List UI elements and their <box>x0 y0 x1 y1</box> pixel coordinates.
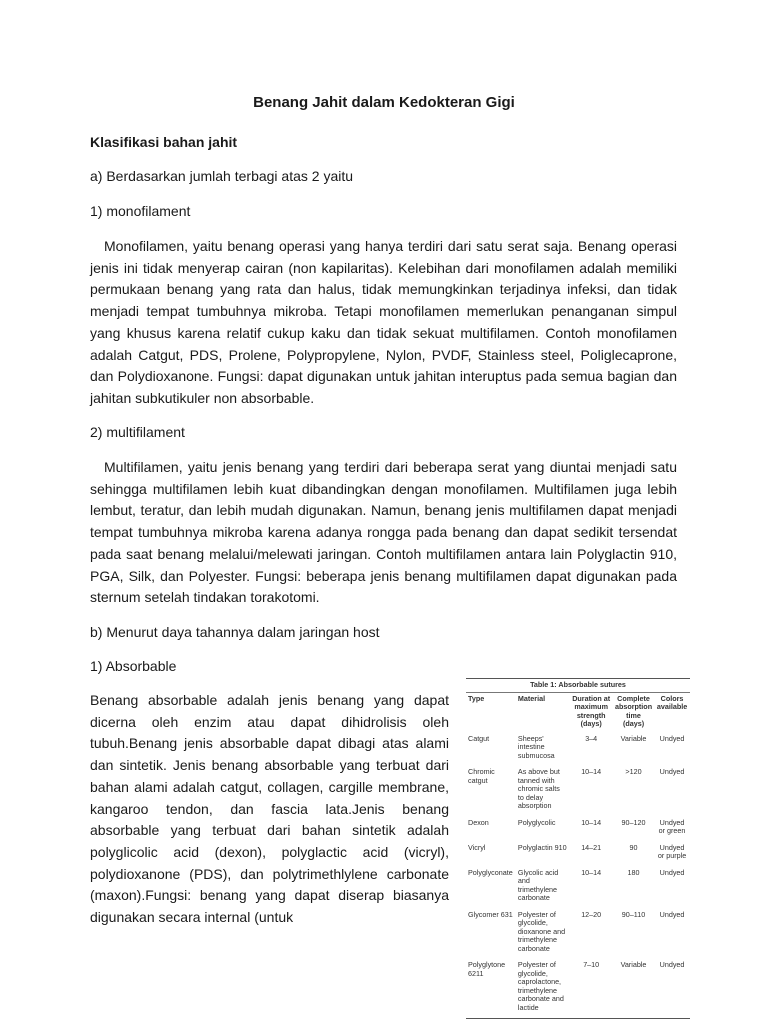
header-duration: Duration at maximum strength (days) <box>572 693 611 728</box>
cell-colors: Undyed <box>659 960 685 969</box>
table-row <box>466 766 690 817</box>
table-row <box>466 733 690 767</box>
cell-material: Glycolic acid and trimethylene carbonate <box>517 867 559 902</box>
cell-type: Polyglytone 6211 <box>468 960 506 978</box>
cell-type: Vicryl <box>468 842 486 852</box>
table-header-row <box>466 693 690 733</box>
cell-type: Polyglyconate <box>468 867 513 877</box>
table-row <box>466 842 690 867</box>
cell-colors: Undyed or purple <box>657 842 687 860</box>
cell-duration: 14–21 <box>581 842 602 852</box>
absorbable-sutures-table <box>466 678 690 1019</box>
cell-type: Catgut <box>468 733 490 743</box>
cell-absorption: 90–120 <box>621 817 646 827</box>
table-row <box>466 867 690 909</box>
cell-colors: Undyed <box>659 767 685 776</box>
table-caption: Table 1: Absorbable sutures <box>530 680 626 689</box>
cell-material: Sheeps' intestine submucosa <box>517 733 555 760</box>
cell-duration: 7–10 <box>583 960 600 969</box>
sutures-table <box>466 693 690 1019</box>
header-material: Material <box>517 693 546 703</box>
cell-material: As above but tanned with chromic salts to delay absorption <box>517 767 560 810</box>
cell-duration: 12–20 <box>581 909 602 919</box>
table-bottom-rule <box>466 1018 690 1019</box>
cell-absorption: 90 <box>629 842 638 852</box>
classification-heading: Klasifikasi bahan jahit <box>90 134 238 150</box>
multifilament-heading: 2) multifilament <box>90 424 185 440</box>
table-row <box>466 817 690 842</box>
cell-material: Polyglycolic <box>517 817 556 827</box>
cell-material: Polyester of glycolide, caprolactone, trimethylene carbonate and lactide <box>517 960 564 1012</box>
absorbable-paragraph: Benang absorbable adalah jenis benang yang dapat dicerna oleh enzim atau dapat dihidrolisis oleh tubuh.Benang jenis absorbable dapat dibagi atas alami dan sintetik. Jenis benang absorbable yang terbuat dari bahan alami adalah catgut, collagen, cargille membrane, kangaroo tendon, dan fascia lata.Jenis benang absorbable yang terbuat dari bahan sintetik adalah polyglicolic acid (dexon), polyglactic acid (vicryl), polydioxanone (PDS), dan polytrimethlylene carbonate (maxon).Fungsi: benang yang dapat diserap biasanya digunakan secara internal (untuk <box>90 692 449 926</box>
cell-duration: 10–14 <box>581 817 602 827</box>
table-row <box>466 909 690 960</box>
cell-colors: Undyed <box>659 867 685 877</box>
cell-type: Glycomer 631 <box>468 909 513 919</box>
cell-colors: Undyed or green <box>658 817 686 835</box>
absorbable-heading: 1) Absorbable <box>90 658 177 674</box>
header-type: Type <box>468 693 485 703</box>
cell-absorption: Variable <box>620 960 647 969</box>
cell-absorption: 180 <box>627 867 640 877</box>
cell-duration: 3–4 <box>585 733 598 743</box>
cell-colors: Undyed <box>659 909 685 919</box>
cell-absorption: 90–110 <box>621 909 646 919</box>
cell-absorption: Variable <box>620 733 647 743</box>
cell-duration: 10–14 <box>581 767 602 776</box>
multifilament-paragraph: Multifilamen, yaitu jenis benang yang terdiri dari beberapa serat yang diuntai menjadi satu sehingga multifilamen lebih kuat dibandingkan dengan monofilamen. Multifilamen juga lebih lembut, teratur, dan lebih mudah digunakan. Namun, benang jenis multifilamen dapat menjadi tempat tumbuhnya mikroba karena adanya rongga pada benang dan dapat sedikit tersendat pada saat benang melalui/melewati jaringan. Contoh multifilamen antara lain Polyglactin 910, PGA, Silk, dan Polyester. Fungsi: beberapa jenis benang multifilamen dapat digunakan pada sternum setelah tindakan torakotomi. <box>90 459 677 606</box>
header-colors: Colors available <box>656 693 688 711</box>
table-row <box>466 959 690 1018</box>
cell-material: Polyester of glycolide, dioxanone and trimethylene carbonate <box>517 909 566 953</box>
header-absorption: Complete absorption time (days) <box>614 693 653 728</box>
cell-type: Dexon <box>468 817 489 827</box>
cell-material: Polyglactin 910 <box>517 842 567 852</box>
monofilament-heading: 1) monofilament <box>90 203 191 219</box>
section-a-heading: a) Berdasarkan jumlah terbagi atas 2 yaitu <box>90 168 354 184</box>
monofilament-paragraph: Monofilamen, yaitu benang operasi yang hanya terdiri dari satu serat saja. Benang operasi jenis ini tidak menyerap cairan (non kapilaritas). Kelebihan dari monofilamen adalah memiliki permukaan benang yang rata dan halus, tidak memungkinkan terjadinya infeksi, dan tidak menjadi tempat tumbuhnya mikroba. Tetapi monofilamen memerlukan penanganan simpul yang khusus karena relatif cukup kaku dan tidak sekuat multifilamen. Contoh monofilamen adalah Catgut, PDS, Prolene, Polypropylene, Nylon, PVDF, Stainless steel, Poliglecaprone, dan Polydioxanone. Fungsi: dapat digunakan untuk jahitan interuptus pada semua bagian dan jahitan subkutikuler non absorbable. <box>90 238 677 406</box>
cell-colors: Undyed <box>659 733 685 743</box>
cell-duration: 10–14 <box>581 867 602 877</box>
section-b-heading: b) Menurut daya tahannya dalam jaringan host <box>90 624 380 640</box>
cell-type: Chromic catgut <box>468 767 495 785</box>
cell-absorption: >120 <box>625 767 642 776</box>
document-title: Benang Jahit dalam Kedokteran Gigi <box>253 94 515 111</box>
